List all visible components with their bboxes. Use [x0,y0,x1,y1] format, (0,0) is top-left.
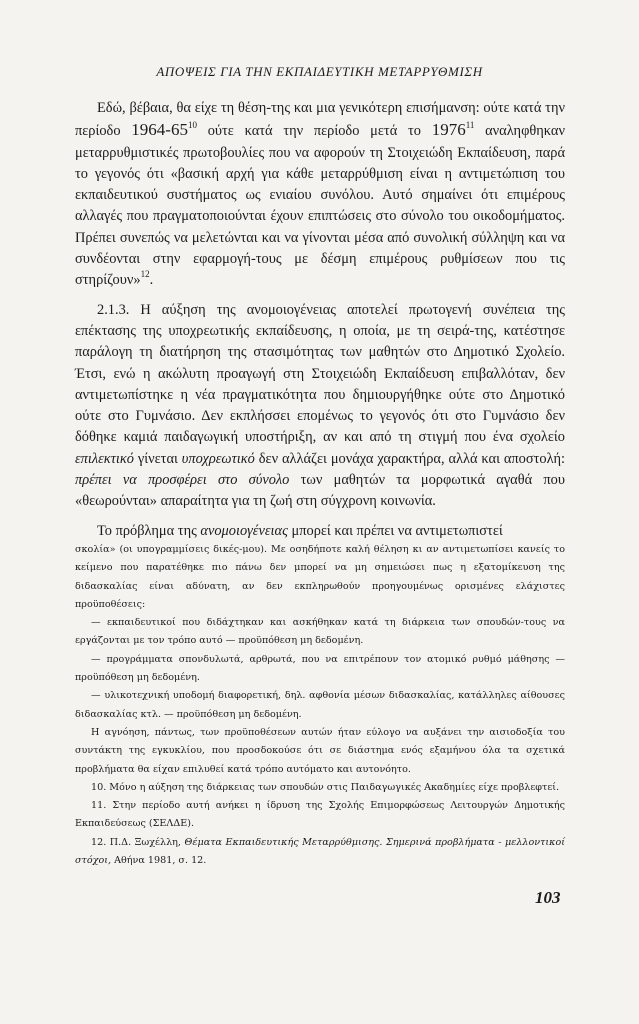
para3-italic: ανομοιογένειας [200,522,288,539]
footnote-12-imprint: Αθήνα 1981, σ. 12. [111,855,207,867]
footnote-12-title: Θέματα Εκπαιδευτικής Μεταρρύθμισης. Σημερινά προβλήματα - μελλοντικοί στόχοι, [75,836,566,867]
footnote-10: 10. Μόνο η αύξηση της διάρκειας των σπουδών στις Παιδαγωγικές Ακαδημίες είχε προβλεφτεί. [91,781,560,793]
para2-text-d: των μαθητών τα μορφωτικά αγαθά που «θεωρούνται» απαραίτητα για τη ζωή στη σύγχρονη κοινωνία. [75,472,565,510]
footnote-closing: Η αγνόηση, πάντως, των προϋποθέσεων αυτών ήταν εύλογο να αυξάνει την αισιοδοξία του συντάκτη της εγκυκλίου, που προσδοκούσε ότι σε διάστημα ενός εξαμήνου όλα τα σχετικά προβλήματα θα είχαν επιλυθεί κατά τρόπο αυτόματο και αυτονόητο. [75,726,565,775]
para1-year: 1976 [431,120,466,140]
para2-text-c: δεν αλλάζει μονάχα χαρακτήρα, αλλά και αποστολή: [254,450,565,467]
para1-text-4: . [149,272,154,289]
para1-text-3: αναληφθηκαν μεταρρυθμιστικές πρωτοβουλίες που να αφορούν τη Στοιχειώδη Εκπαίδευση, παρά το γεγονός ότι «βασική αρχή για κάθε μεταρρύθμιση είναι η αντιμετώπιση του εκπαιδευτικού συστήματος ως ενιαίου συνόλου. Αυτό σημαίνει ότι επιμέρους αλλαγές που πραγματοποιούνται έχουν επιπτώσεις στο σύνολο του οικοδομήματος. Πρέπει συνεπώς να μελετώνται και να γίνονται μέσα από συνολική σύλληψη και να συνδέονται στην εφαρμογή-τους με δέσμη επιμέρους ρυθμίσεων που τις στηρίζουν» [75,123,565,289]
para1-text-1: Εδώ, βέβαια, θα είχε τη θέση-της και μια γενικότερη επισήμανση: ούτε κατά την περίοδο [75,100,565,140]
footnote-ref-10: 10 [187,120,197,131]
footnote-ref-11: 11 [465,120,475,131]
para3-text-a: Το πρόβλημα της [97,522,201,539]
footnote-11: 11. Στην περίοδο αυτή ανήκει η ίδρυση της Σχολής Επιμορφώσεως Λειτουργών Δημοτικής Εκπαιδεύσεως (ΣΕΛΔΕ). [75,800,565,830]
footnote-ref-12: 12 [140,269,150,280]
para2-text-b: γίνεται [133,450,182,467]
footnote-list-item-3: — υλικοτεχνική υποδομή διαφορετική, δηλ. αφθονία μέσων διδασκαλίας, κατάλληλες αίθουσες διδασκαλίας κτλ. — προϋπόθεση μη δεδομένη. [75,690,565,720]
para1-year-range: 1964-65 [131,120,188,140]
running-header: ΑΠΟΨΕΙΣ ΓΙΑ ΤΗΝ ΕΚΠΑΙΔΕΥΤΙΚΗ ΜΕΤΑΡΡΥΘΜΙΣΗ [156,64,483,79]
page-number: 103 [535,888,561,907]
para2-italic-3: πρέπει να προσφέρει στο σύνολο [75,472,290,489]
footnote-12-author: 12. Π.Δ. Ξωχέλλη, [91,836,185,848]
footnote-continuation: σκολία» (οι υπογραμμίσεις δικές-μου). Με οσηδήποτε καλή θέληση κι αν αντιμετωπίσει κανείς το κείμενο που παρατέθηκε πιο πάνω δεν μπορεί να μη σημειώσει πως η εξατομίκευση της διδασκαλίας είναι αδύνατη, αν δεν εκπληρωθούν προηγουμένως ορισμένες ελάχιστες προϋποθέσεις: [75,544,565,610]
footnote-12 [75,834,565,871]
footnotes [75,541,565,870]
main-text [75,98,565,542]
footnote-list-item-1: — εκπαιδευτικοί που διδάχτηκαν και ασκήθηκαν κατά τη διάρκεια των σπουδών-τους να εργάζονται με τον τρόπο αυτό — προϋπόθεση μη δεδομένη. [75,617,565,647]
para1-text-2: ούτε κατά την περίοδο μετά το [196,123,432,140]
paragraph-2-1-3 [75,300,565,513]
paragraph-3 [75,521,565,542]
footnote-list-item-2: — προγράμματα σπονδυλωτά, αρθρωτά, που να επιτρέπουν τον ατομικό ρυθμό μάθησης — προϋπόθεση μη δεδομένη. [75,653,565,684]
para2-italic-2: υποχρεωτικό [181,450,255,467]
para2-italic-1: επιλεκτικό [75,450,134,467]
para2-text-a: 2.1.3. Η αύξηση της ανομοιογένειας αποτελεί πρωτογενή συνέπεια της επέκτασης της υποχρεωτικής εκπαίδευσης, η οποία, με τη σειρά-της, κατέστησε παράλογη τη διατήρηση της στασιμότητας των μαθητών στο Δημοτικό Σχολείο. Έτσι, ενώ η ακώλυτη προαγωγή στη Στοιχειώδη Εκπαίδευση επιβαλλόταν, δεν αντιμετωπίστηκε η νέα πραγματικότητα που δημιουργήθηκε ούτε στο Δημοτικό ούτε στο Γυμνάσιο. Δεν εκπλήσσει επομένως το γεγονός ότι στο Γυμνάσιο δεν δόθηκε καμιά παιδαγωγική υποστήριξη, αν και από τη στιγμή που ένα σχολείο [75,301,565,446]
paragraph-1 [75,98,565,292]
para3-text-b: μπορεί και πρέπει να αντιμετωπιστεί [287,522,503,539]
